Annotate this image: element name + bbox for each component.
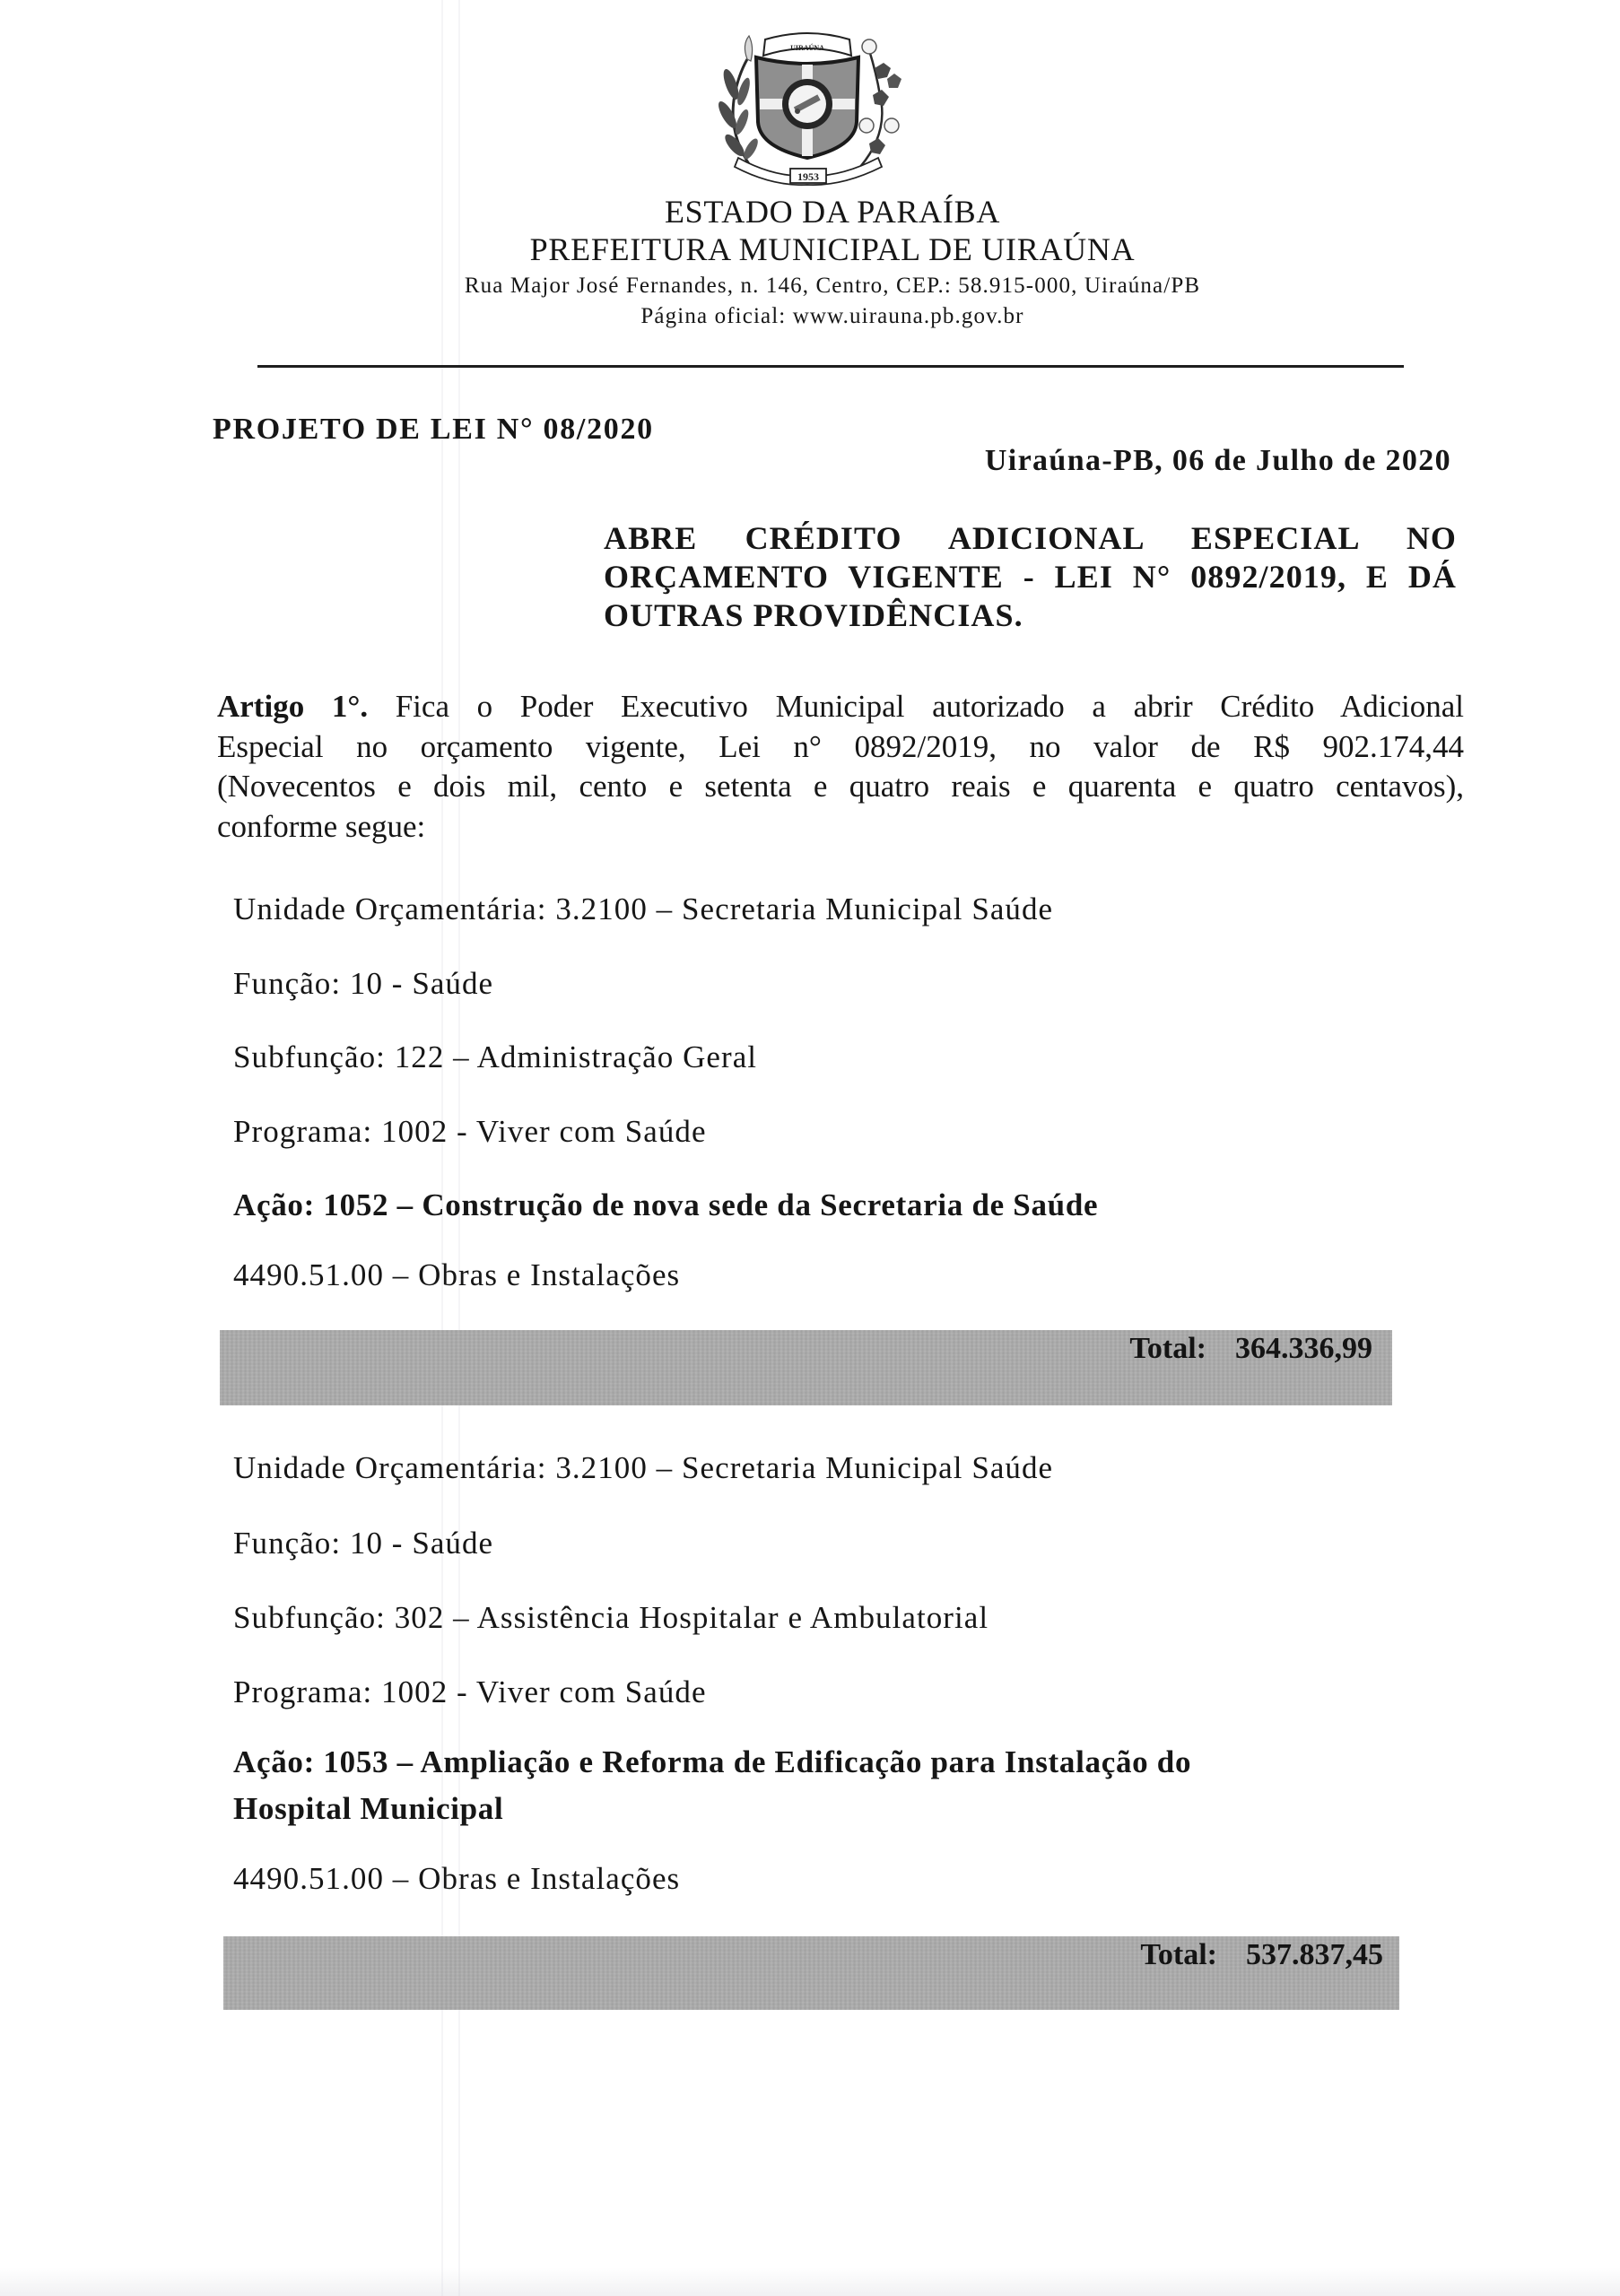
budget-program: Programa: 1002 - Viver com Saúde bbox=[233, 1674, 707, 1709]
scan-artifact-bottom bbox=[0, 2267, 1620, 2296]
article-line: (Novecentos e dois mil, cento e setenta e quatro reais e quarenta e quatro centavos), bbox=[217, 769, 1464, 804]
municipal-coat-of-arms-logo bbox=[711, 32, 904, 187]
article-text: Fica o Poder Executivo Municipal autorizado a abrir Crédito Adicional bbox=[368, 689, 1464, 724]
total-row bbox=[1129, 1334, 1372, 1364]
budget-function: Função: 10 - Saúde bbox=[233, 966, 494, 1001]
total-label: Total: bbox=[1129, 1332, 1206, 1365]
budget-action-continued: Hospital Municipal bbox=[233, 1791, 504, 1826]
budget-unit: Unidade Orçamentária: 3.2100 – Secretaria Municipal Saúde bbox=[233, 891, 1054, 926]
budget-subfunction: Subfunção: 122 – Administração Geral bbox=[233, 1039, 758, 1074]
summary-line: OUTRAS PROVIDÊNCIAS. bbox=[604, 597, 1023, 633]
total-row bbox=[1140, 1940, 1383, 1970]
article-label: Artigo 1°. bbox=[217, 689, 369, 724]
logo-year-text: 1953 bbox=[797, 170, 819, 183]
letterhead-website: Página oficial: www.uirauna.pb.gov.br bbox=[640, 304, 1024, 328]
article-line: conforme segue: bbox=[217, 808, 426, 844]
budget-program: Programa: 1002 - Viver com Saúde bbox=[233, 1114, 707, 1149]
letterhead-state: ESTADO DA PARAÍBA bbox=[664, 194, 1001, 230]
total-value: 537.837,45 bbox=[1246, 1938, 1383, 1971]
total-label: Total: bbox=[1140, 1938, 1217, 1971]
letterhead-address: Rua Major José Fernandes, n. 146, Centro, CEP.: 58.915-000, Uiraúna/PB bbox=[464, 274, 1201, 298]
budget-function: Função: 10 - Saúde bbox=[233, 1526, 494, 1561]
budget-subfunction: Subfunção: 302 – Assistência Hospitalar e Ambulatorial bbox=[233, 1600, 989, 1635]
cotton-plant-icon bbox=[859, 39, 901, 167]
logo-banner-text: UIRAÚNA bbox=[790, 44, 824, 52]
article-line: Especial no orçamento vigente, Lei n° 0892/2019, no valor de R$ 902.174,44 bbox=[217, 728, 1464, 764]
article-1 bbox=[217, 687, 1464, 847]
summary-line: ORÇAMENTO VIGENTE - LEI N° 0892/2019, E DÁ bbox=[604, 559, 1457, 595]
logo-top-banner bbox=[763, 33, 851, 56]
corn-plant-icon bbox=[715, 36, 761, 167]
document-place-date: Uiraúna-PB, 06 de Julho de 2020 bbox=[984, 444, 1451, 477]
shield-icon bbox=[756, 57, 858, 158]
document-title: PROJETO DE LEI N° 08/2020 bbox=[213, 413, 654, 446]
total-value: 364.336,99 bbox=[1235, 1332, 1372, 1365]
budget-unit: Unidade Orçamentária: 3.2100 – Secretaria Municipal Saúde bbox=[233, 1450, 1054, 1485]
budget-expense-element: 4490.51.00 – Obras e Instalações bbox=[233, 1257, 681, 1292]
summary-line: ABRE CRÉDITO ADICIONAL ESPECIAL NO bbox=[604, 520, 1457, 556]
logo-year-ribbon bbox=[735, 158, 882, 185]
budget-action: Ação: 1052 – Construção de nova sede da Secretaria de Saúde bbox=[233, 1187, 1099, 1222]
letterhead-municipality: PREFEITURA MUNICIPAL DE UIRAÚNA bbox=[529, 231, 1136, 267]
budget-expense-element: 4490.51.00 – Obras e Instalações bbox=[233, 1861, 681, 1896]
budget-action: Ação: 1053 – Ampliação e Reforma de Edificação para Instalação do bbox=[233, 1744, 1192, 1779]
letterhead-divider bbox=[257, 365, 1404, 368]
article-line bbox=[217, 687, 1464, 727]
document-summary bbox=[604, 519, 1457, 635]
